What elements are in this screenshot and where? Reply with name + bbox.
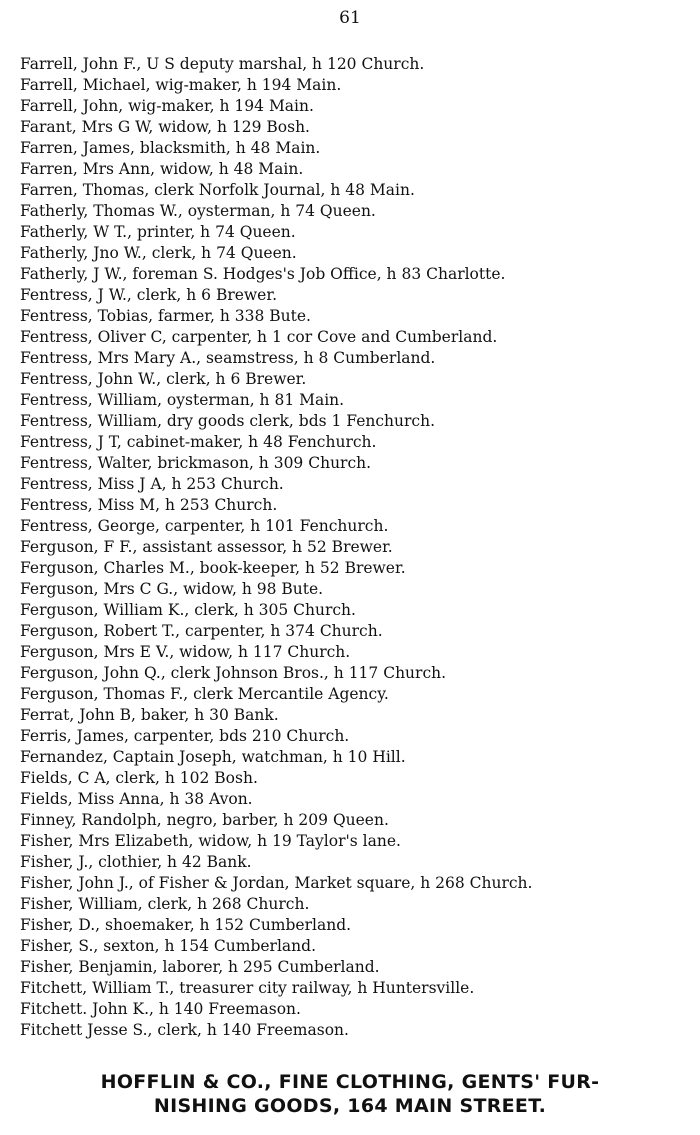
directory-entry: Fentress, Miss M, h 253 Church. [20,496,278,514]
directory-entry: Fentress, William, oysterman, h 81 Main. [20,391,345,409]
advert-line-1: HOFFLIN & CO., FINE CLOTHING, GENTS' FUR- [100,1071,600,1093]
directory-entry: Farren, James, blacksmith, h 48 Main. [20,139,321,157]
advertisement [0,1070,700,1118]
directory-entry: Ferguson, F F., assistant assessor, h 52 Brewer. [20,538,393,556]
directory-entry: Finney, Randolph, negro, barber, h 209 Queen. [20,811,389,829]
directory-entry: Ferguson, Mrs E V., widow, h 117 Church. [20,643,351,661]
directory-entry: Fitchett. John K., h 140 Freemason. [20,1000,301,1018]
directory-entry: Fisher, Mrs Elizabeth, widow, h 19 Taylor's lane. [20,832,401,850]
directory-entry: Fernandez, Captain Joseph, watchman, h 10 Hill. [20,748,406,766]
directory-entry: Fatherly, Thomas W., oysterman, h 74 Queen. [20,202,376,220]
directory-entry: Fisher, John J., of Fisher & Jordan, Market square, h 268 Church. [20,874,533,892]
directory-entry: Ferguson, John Q., clerk Johnson Bros., h 117 Church. [20,664,447,682]
directory-entry: Fatherly, Jno W., clerk, h 74 Queen. [20,244,297,262]
directory-entry: Farant, Mrs G W, widow, h 129 Bosh. [20,118,310,136]
directory-entry: Ferguson, Robert T., carpenter, h 374 Church. [20,622,383,640]
directory-entry: Ferguson, William K., clerk, h 305 Church. [20,601,356,619]
page-number: 61 [339,8,361,28]
directory-entry: Fields, Miss Anna, h 38 Avon. [20,790,253,808]
directory-entry: Ferguson, Mrs C G., widow, h 98 Bute. [20,580,324,598]
directory-entry: Ferguson, Thomas F., clerk Mercantile Agency. [20,685,389,703]
directory-entry: Ferris, James, carpenter, bds 210 Church. [20,727,350,745]
directory-entry: Fitchett Jesse S., clerk, h 140 Freemason. [20,1021,349,1039]
directory-entry: Fatherly, J W., foreman S. Hodges's Job Office, h 83 Charlotte. [20,265,506,283]
directory-entry: Ferguson, Charles M., book-keeper, h 52 Brewer. [20,559,406,577]
directory-entry: Fisher, J., clothier, h 42 Bank. [20,853,252,871]
directory-entry: Ferrat, John B, baker, h 30 Bank. [20,706,279,724]
directory-entry: Fentress, J T, cabinet-maker, h 48 Fenchurch. [20,433,377,451]
directory-entry: Fisher, S., sexton, h 154 Cumberland. [20,937,316,955]
directory-entry: Fisher, D., shoemaker, h 152 Cumberland. [20,916,352,934]
directory-entry: Farren, Thomas, clerk Norfolk Journal, h 48 Main. [20,181,415,199]
directory-entry: Farrell, Michael, wig-maker, h 194 Main. [20,76,342,94]
advert-line-2: NISHING GOODS, 164 MAIN STREET. [153,1095,547,1117]
directory-entry: Fatherly, W T., printer, h 74 Queen. [20,223,296,241]
directory-entry: Fentress, William, dry goods clerk, bds 1 Fenchurch. [20,412,436,430]
directory-entry: Farrell, John F., U S deputy marshal, h 120 Church. [20,55,425,73]
directory-entry: Fitchett, William T., treasurer city railway, h Huntersville. [20,979,475,997]
directory-entry: Fentress, Miss J A, h 253 Church. [20,475,284,493]
directory-entry: Farren, Mrs Ann, widow, h 48 Main. [20,160,304,178]
directory-entry: Fisher, Benjamin, laborer, h 295 Cumberland. [20,958,380,976]
directory-entry: Fentress, Tobias, farmer, h 338 Bute. [20,307,311,325]
directory-entry: Fentress, Mrs Mary A., seamstress, h 8 Cumberland. [20,349,436,367]
directory-entry: Fentress, J W., clerk, h 6 Brewer. [20,286,277,304]
directory-entry: Farrell, John, wig-maker, h 194 Main. [20,97,314,115]
directory-entries [20,54,685,1041]
directory-entry: Fields, C A, clerk, h 102 Bosh. [20,769,258,787]
directory-entry: Fentress, Walter, brickmason, h 309 Church. [20,454,372,472]
directory-entry: Fisher, William, clerk, h 268 Church. [20,895,310,913]
directory-entry: Fentress, John W., clerk, h 6 Brewer. [20,370,307,388]
directory-entry: Fentress, Oliver C, carpenter, h 1 cor Cove and Cumberland. [20,328,498,346]
directory-entry: Fentress, George, carpenter, h 101 Fenchurch. [20,517,389,535]
